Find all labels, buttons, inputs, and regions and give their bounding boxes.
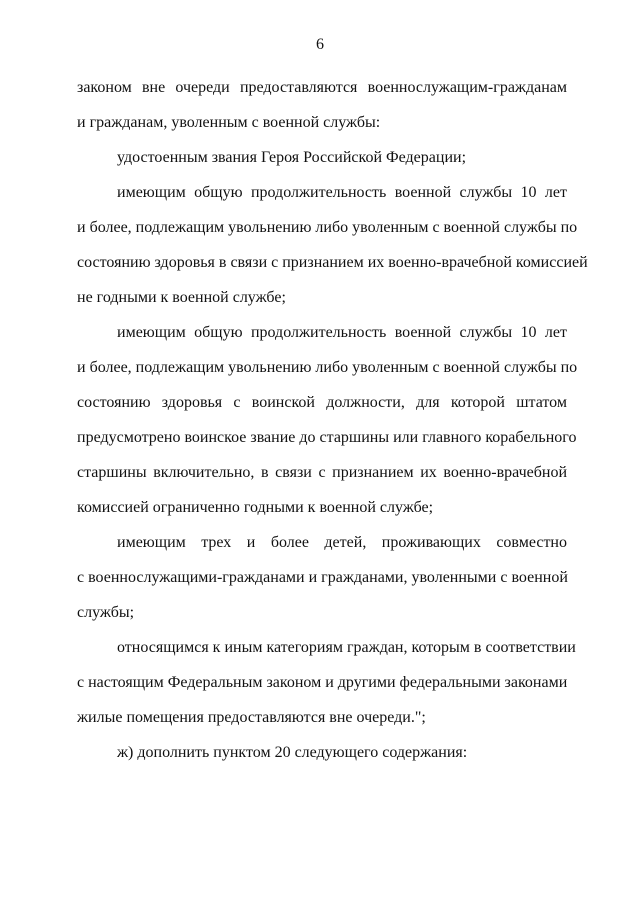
text-line: не годными к военной службе;: [77, 289, 286, 306]
text-line: и гражданам, уволенным с военной службы:: [77, 114, 381, 131]
text-line: удостоенным звания Героя Российской Федерации;: [117, 149, 467, 166]
text-line: с настоящим Федеральным законом и другими федеральными законами: [77, 674, 568, 691]
text-line: службы;: [77, 604, 135, 621]
text-line: относящимся к иным категориям граждан, которым в соответствии: [117, 639, 576, 656]
text-line: состоянию здоровья с воинской должности, для которой штатом: [77, 394, 567, 411]
text-line: старшины включительно, в связи с признанием их военно-врачебной: [77, 464, 567, 481]
text-line: и более, подлежащим увольнению либо уволенным с военной службы по: [77, 359, 578, 376]
text-line: предусмотрено воинское звание до старшины или главного корабельного: [77, 429, 577, 446]
text-line: комиссией ограниченно годными к военной службе;: [77, 499, 434, 516]
text-line: законом вне очереди предоставляются военнослужащим-гражданам: [77, 79, 567, 96]
text-line: ж) дополнить пунктом 20 следующего содержания:: [117, 744, 468, 761]
text-line: имеющим трех и более детей, проживающих совместно: [117, 534, 567, 551]
text-line: имеющим общую продолжительность военной службы 10 лет: [117, 184, 567, 201]
text-line: и более, подлежащим увольнению либо уволенным с военной службы по: [77, 219, 578, 236]
text-line: жилые помещения предоставляются вне очереди.";: [77, 709, 426, 726]
text-line: состоянию здоровья в связи с признанием их военно-врачебной комиссией: [77, 254, 588, 271]
page-number: 6: [316, 36, 324, 53]
text-line: имеющим общую продолжительность военной службы 10 лет: [117, 324, 567, 341]
text-line: с военнослужащими-гражданами и гражданами, уволенными с военной: [77, 569, 568, 586]
